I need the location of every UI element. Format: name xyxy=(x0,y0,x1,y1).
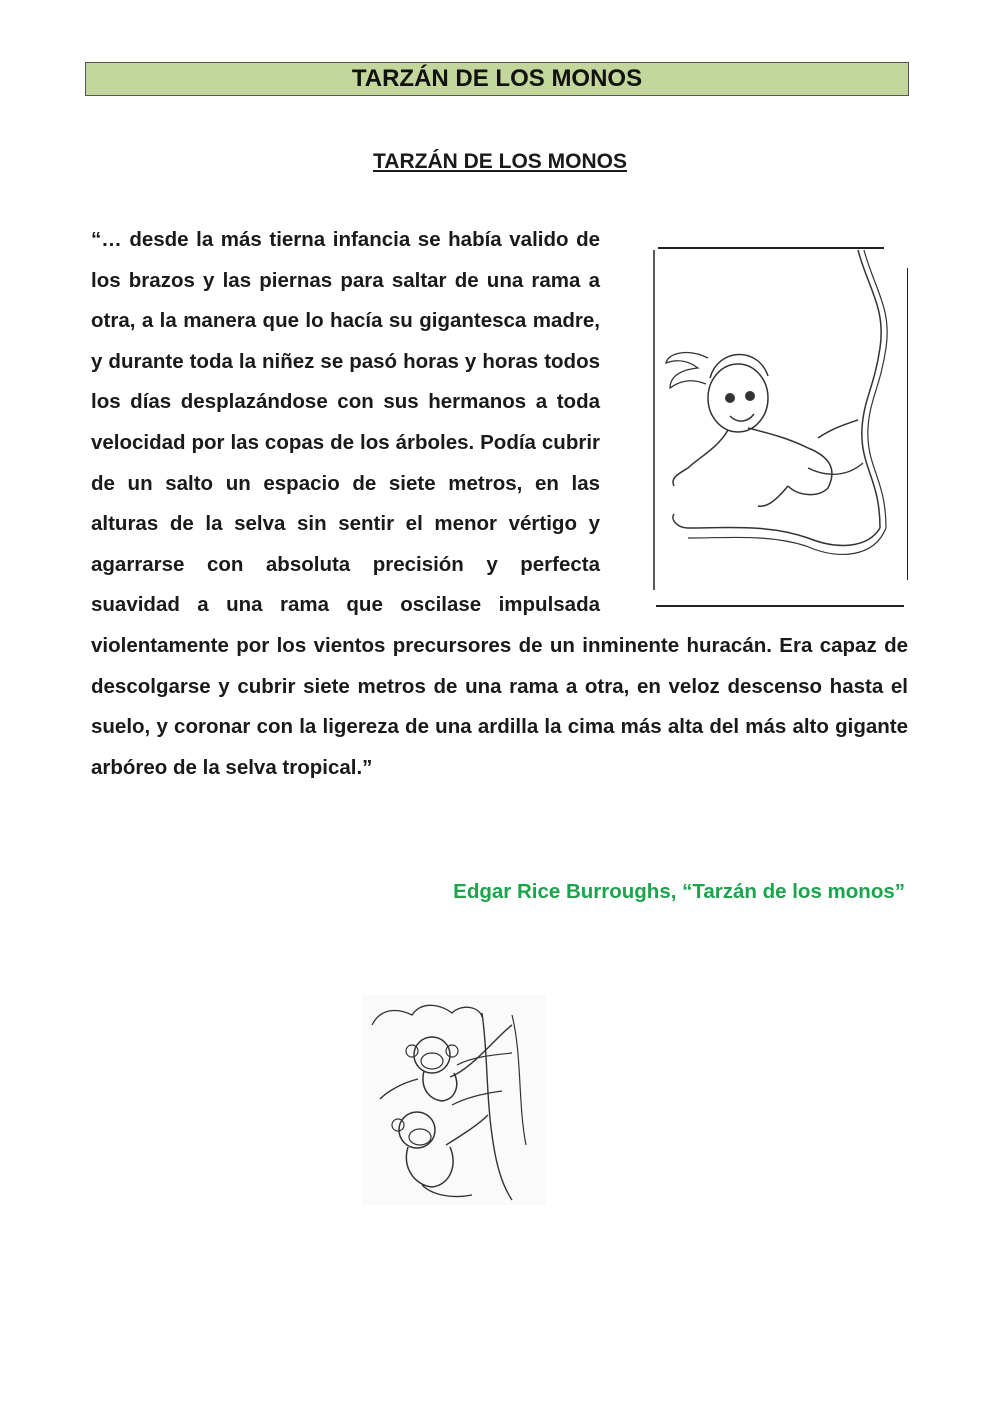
tarzan-drawing xyxy=(618,228,908,614)
article-title: TARZÁN DE LOS MONOS xyxy=(373,150,627,173)
tarzan-illustration xyxy=(618,228,908,614)
header-banner xyxy=(85,62,909,96)
attribution: Edgar Rice Burroughs, “Tarzán de los monos” xyxy=(453,880,905,903)
monkeys-drawing xyxy=(362,995,546,1205)
monkeys-illustration xyxy=(362,995,546,1205)
article-body: “… desde la más tierna infancia se había valido de los brazos y las piernas para saltar de una rama a otra, a la manera que lo hacía su gigantesca madre, y durante toda la niñez se pasó horas y horas todos los días desplazándose con sus hermanos a toda velocidad por las copas de los árboles. Podía cubrir de un salto un espacio de siete metros, en las alturas de la selva sin sentir el menor vértigo y agarrarse con absoluta precisión y perfecta suavidad a una rama que oscilase impulsada violentamente por los vientos precursores de un inminente huracán. Era capaz de descolgarse y cubrir siete metros de una rama a otra, en veloz descenso hasta el suelo, y coronar con la ligereza de una ardilla la cima más alta del más alto gigante arbóreo de la selva tropical.” xyxy=(91,228,908,779)
banner-title: TARZÁN DE LOS MONOS xyxy=(351,65,643,92)
article-body-container xyxy=(91,220,908,788)
